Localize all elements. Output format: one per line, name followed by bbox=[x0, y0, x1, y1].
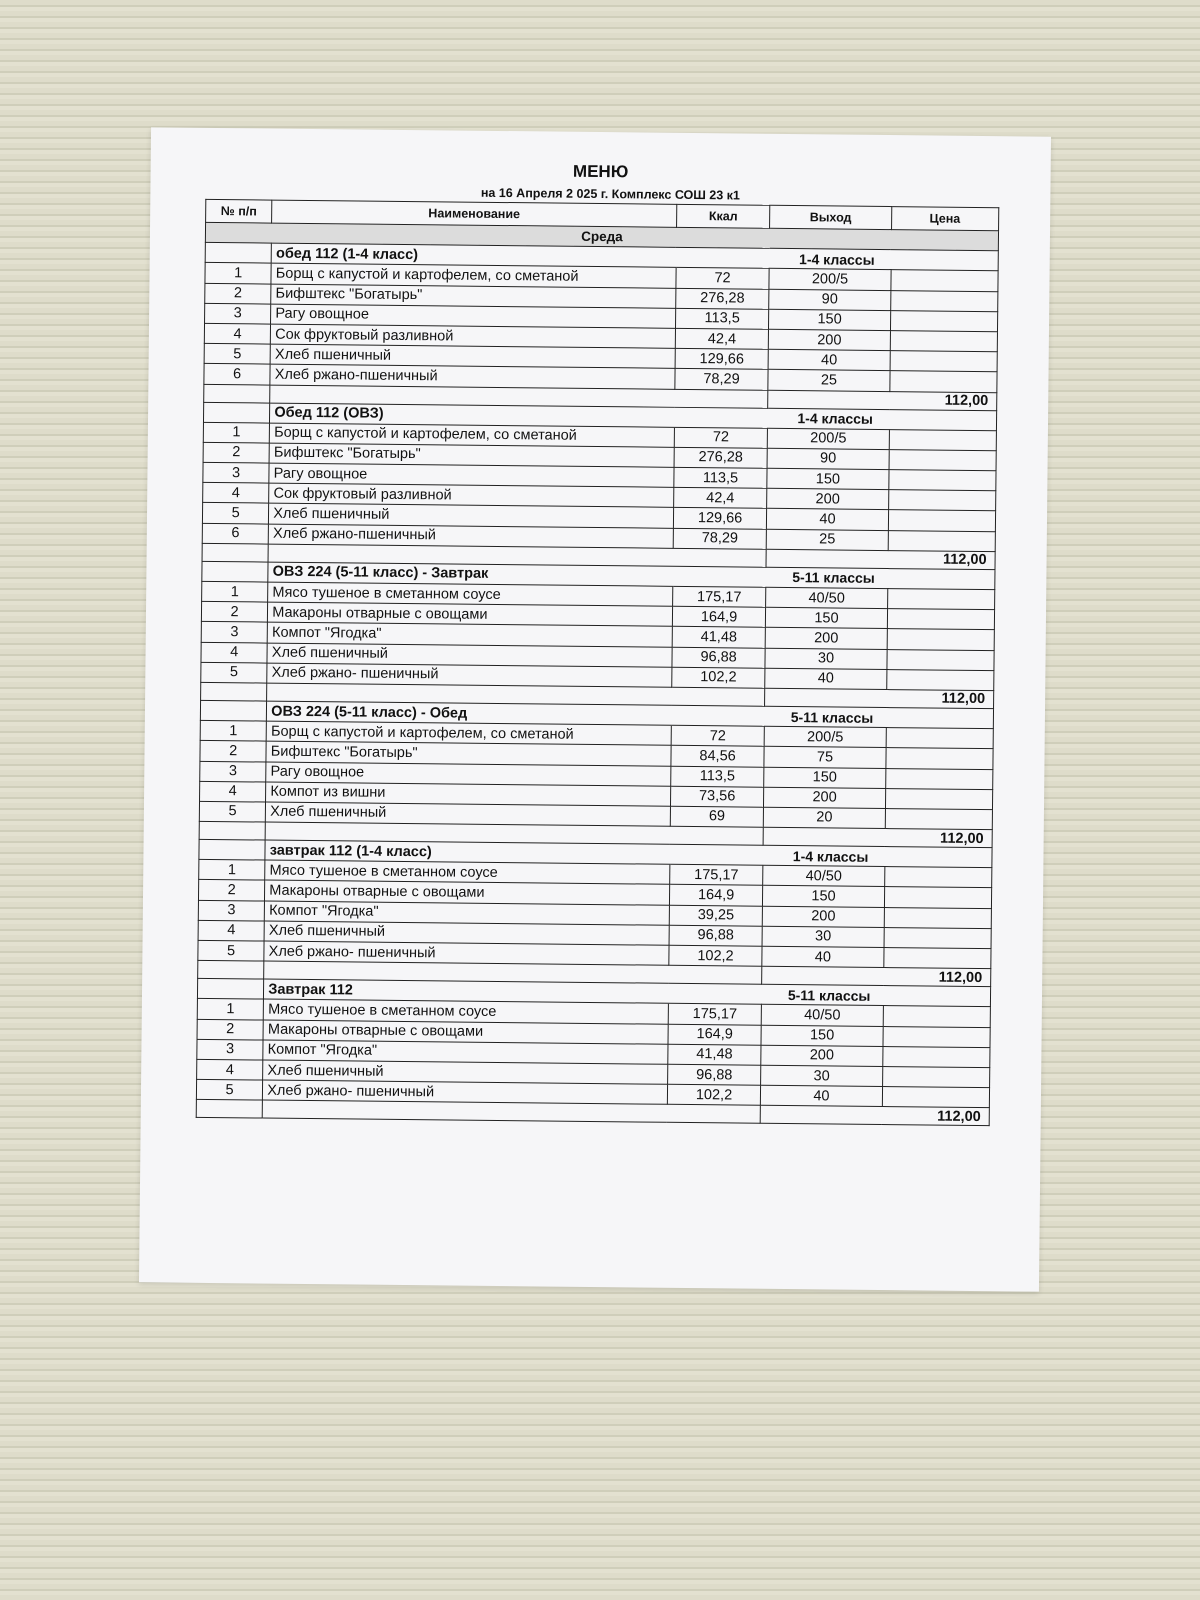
item-kcal: 73,56 bbox=[670, 786, 764, 807]
header-name: Наименование bbox=[272, 200, 677, 227]
item-name: Хлеб ржано-пшеничный bbox=[268, 524, 673, 548]
item-output: 90 bbox=[767, 448, 888, 469]
section-title: Завтрак 112 bbox=[264, 979, 669, 1003]
item-price bbox=[884, 887, 992, 908]
item-name: Хлеб пшеничный bbox=[270, 344, 675, 368]
item-name: Бифштекс "Богатырь" bbox=[269, 443, 674, 467]
item-name: Хлеб пшеничный bbox=[264, 921, 669, 945]
section-class-label: 1-4 классы bbox=[670, 844, 992, 868]
item-kcal: 276,28 bbox=[674, 447, 768, 468]
item-price bbox=[885, 808, 993, 829]
section-title: завтрак 112 (1-4 класс) bbox=[265, 840, 670, 864]
item-kcal: 41,48 bbox=[672, 627, 766, 648]
item-kcal: 72 bbox=[674, 427, 768, 448]
item-name: Хлеб ржано-пшеничный bbox=[270, 364, 675, 388]
section-title: Обед 112 (ОВЗ) bbox=[270, 403, 675, 427]
item-output: 25 bbox=[768, 370, 889, 391]
item-output: 200 bbox=[766, 628, 887, 649]
section-num-cell bbox=[197, 979, 263, 1000]
item-output: 25 bbox=[767, 529, 888, 550]
item-price bbox=[887, 609, 995, 630]
item-output: 90 bbox=[769, 289, 890, 310]
item-name: Макароны отварные с овощами bbox=[263, 1020, 668, 1044]
item-number: 5 bbox=[198, 940, 264, 961]
item-number: 4 bbox=[200, 781, 266, 802]
item-output: 40 bbox=[762, 946, 883, 967]
item-number: 4 bbox=[201, 642, 267, 663]
item-output: 200 bbox=[767, 489, 888, 510]
item-number: 4 bbox=[198, 920, 264, 941]
item-number: 4 bbox=[197, 1059, 263, 1080]
item-output: 200 bbox=[761, 1045, 882, 1066]
item-price bbox=[886, 728, 994, 749]
item-name: Рагу овощное bbox=[266, 762, 671, 786]
item-kcal: 113,5 bbox=[675, 308, 769, 329]
item-number: 3 bbox=[203, 462, 269, 483]
item-output: 40/50 bbox=[763, 866, 884, 887]
section-num-cell bbox=[202, 561, 268, 582]
item-number: 1 bbox=[203, 422, 269, 443]
item-output: 20 bbox=[764, 807, 885, 828]
item-output: 30 bbox=[765, 648, 886, 669]
section-total: 112,00 bbox=[761, 1106, 990, 1126]
total-spacer-num bbox=[199, 821, 265, 840]
item-price bbox=[889, 449, 997, 470]
section-total: 112,00 bbox=[765, 688, 994, 708]
item-name: Хлеб пшеничный bbox=[266, 802, 671, 826]
item-kcal: 113,5 bbox=[670, 766, 764, 787]
item-name: Компот "Ягодка" bbox=[267, 622, 672, 646]
item-name: Хлеб пшеничный bbox=[269, 504, 674, 528]
section-num-cell bbox=[203, 402, 269, 423]
section-title: обед 112 (1-4 класс) bbox=[271, 243, 676, 267]
item-output: 200/5 bbox=[769, 269, 890, 290]
item-name: Мясо тушеное в сметанном соусе bbox=[268, 582, 673, 606]
item-price bbox=[888, 470, 996, 491]
item-output: 200 bbox=[764, 787, 885, 808]
item-output: 150 bbox=[767, 468, 888, 489]
document-title: МЕНЮ bbox=[572, 161, 629, 182]
item-kcal: 39,25 bbox=[669, 905, 763, 926]
item-name: Макароны отварные с овощами bbox=[265, 880, 670, 904]
item-output: 150 bbox=[769, 309, 890, 330]
item-price bbox=[885, 788, 993, 809]
section-class-label: 1-4 классы bbox=[674, 407, 996, 431]
item-price bbox=[887, 589, 995, 610]
item-output: 150 bbox=[764, 767, 885, 788]
item-price bbox=[883, 1006, 991, 1027]
item-kcal: 102,2 bbox=[669, 945, 763, 966]
item-price bbox=[882, 1087, 990, 1108]
section-class-label: 5-11 классы bbox=[668, 983, 990, 1007]
item-price bbox=[886, 649, 994, 670]
item-kcal: 175,17 bbox=[668, 1004, 762, 1025]
header-kcal: Ккал bbox=[676, 204, 770, 228]
item-kcal: 84,56 bbox=[671, 746, 765, 767]
item-output: 40/50 bbox=[766, 587, 887, 608]
total-spacer-num bbox=[202, 543, 268, 562]
item-kcal: 42,4 bbox=[675, 328, 769, 349]
section-total: 112,00 bbox=[766, 549, 995, 569]
item-name: Бифштекс "Богатырь" bbox=[271, 284, 676, 308]
item-name: Хлеб пшеничный bbox=[263, 1060, 668, 1084]
item-number: 2 bbox=[198, 880, 264, 901]
item-number: 6 bbox=[204, 364, 270, 385]
menu-table bbox=[196, 199, 1000, 1127]
item-price bbox=[889, 429, 997, 450]
item-number: 2 bbox=[197, 1019, 263, 1040]
item-output: 200/5 bbox=[768, 428, 889, 449]
header-output: Выход bbox=[770, 205, 891, 229]
item-name: Компот "Ягодка" bbox=[265, 901, 670, 925]
section-num-cell bbox=[200, 700, 266, 721]
section-num-cell bbox=[205, 243, 271, 264]
item-name: Хлеб ржано- пшеничный bbox=[267, 663, 672, 687]
section-title: ОВЗ 224 (5-11 класс) - Завтрак bbox=[268, 562, 673, 586]
day-label: Среда bbox=[205, 222, 998, 250]
item-number: 1 bbox=[202, 581, 268, 602]
item-name: Сок фруктовый разливной bbox=[269, 483, 674, 507]
item-output: 40 bbox=[765, 668, 886, 689]
section-class-label: 5-11 классы bbox=[671, 705, 993, 729]
item-number: 3 bbox=[200, 761, 266, 782]
item-kcal: 72 bbox=[676, 268, 770, 289]
item-name: Хлеб пшеничный bbox=[267, 643, 672, 667]
section-class-label: 5-11 классы bbox=[673, 566, 995, 590]
item-price bbox=[890, 270, 998, 291]
item-number: 1 bbox=[199, 860, 265, 881]
item-output: 40 bbox=[767, 509, 888, 530]
item-price bbox=[890, 310, 998, 331]
section-total: 112,00 bbox=[768, 390, 997, 410]
item-name: Мясо тушеное в сметанном соусе bbox=[264, 999, 669, 1023]
item-output: 200 bbox=[769, 329, 890, 350]
item-name: Компот "Ягодка" bbox=[263, 1040, 668, 1064]
item-output: 40 bbox=[769, 349, 890, 370]
item-price bbox=[884, 927, 992, 948]
item-number: 1 bbox=[205, 263, 271, 284]
item-kcal: 175,17 bbox=[669, 865, 763, 886]
item-name: Борщ с капустой и картофелем, со сметаной bbox=[266, 721, 671, 745]
item-number: 5 bbox=[204, 344, 270, 365]
item-name: Макароны отварные с овощами bbox=[268, 602, 673, 626]
item-name: Хлеб ржано- пшеничный bbox=[264, 941, 669, 965]
item-number: 3 bbox=[198, 900, 264, 921]
item-name: Борщ с капустой и картофелем, со сметаной bbox=[270, 423, 675, 447]
item-price bbox=[885, 768, 993, 789]
item-name: Рагу овощное bbox=[271, 304, 676, 328]
menu-sheet bbox=[139, 127, 1051, 1291]
item-price bbox=[886, 669, 994, 690]
item-number: 4 bbox=[204, 323, 270, 344]
menu-body bbox=[196, 243, 998, 1126]
item-kcal: 69 bbox=[670, 806, 764, 827]
item-number: 1 bbox=[200, 720, 266, 741]
section-class-label: 1-4 классы bbox=[676, 248, 998, 272]
item-price bbox=[888, 490, 996, 511]
item-number: 1 bbox=[197, 999, 263, 1020]
item-kcal: 96,88 bbox=[667, 1064, 761, 1085]
item-name: Сок фруктовый разливной bbox=[271, 324, 676, 348]
item-kcal: 102,2 bbox=[667, 1084, 761, 1105]
item-name: Мясо тушеное в сметанном соусе bbox=[265, 860, 670, 884]
item-price bbox=[890, 290, 998, 311]
item-price bbox=[884, 907, 992, 928]
item-price bbox=[887, 629, 995, 650]
item-price bbox=[885, 748, 993, 769]
item-price bbox=[890, 351, 998, 372]
item-output: 150 bbox=[763, 886, 884, 907]
item-kcal: 102,2 bbox=[671, 667, 765, 688]
item-number: 5 bbox=[201, 662, 267, 683]
item-kcal: 78,29 bbox=[675, 369, 769, 390]
item-output: 200/5 bbox=[765, 726, 886, 747]
total-spacer-num bbox=[198, 961, 264, 980]
item-kcal: 113,5 bbox=[674, 467, 768, 488]
item-name: Рагу овощное bbox=[269, 463, 674, 487]
header-price: Цена bbox=[891, 207, 999, 231]
item-number: 2 bbox=[203, 442, 269, 463]
item-price bbox=[883, 948, 991, 969]
item-price bbox=[889, 371, 997, 392]
section-total: 112,00 bbox=[762, 966, 991, 986]
item-name: Компот из вишни bbox=[266, 782, 671, 806]
item-number: 4 bbox=[203, 483, 269, 504]
item-price bbox=[890, 331, 998, 352]
item-kcal: 129,66 bbox=[675, 348, 769, 369]
item-kcal: 276,28 bbox=[675, 288, 769, 309]
section-num-cell bbox=[199, 839, 265, 860]
item-kcal: 164,9 bbox=[669, 885, 763, 906]
item-output: 200 bbox=[763, 906, 884, 927]
item-kcal: 164,9 bbox=[672, 606, 766, 627]
document-subtitle: на 16 Апреля 2 025 г. Комплекс СОШ 23 к1 bbox=[480, 185, 740, 203]
total-spacer-name bbox=[262, 1100, 760, 1123]
section-total: 112,00 bbox=[764, 827, 993, 847]
total-spacer-num bbox=[201, 682, 267, 701]
item-price bbox=[882, 1046, 990, 1067]
item-output: 150 bbox=[766, 607, 887, 628]
item-kcal: 96,88 bbox=[669, 925, 763, 946]
item-number: 5 bbox=[199, 801, 265, 822]
total-spacer-num bbox=[204, 384, 270, 403]
item-name: Бифштекс "Богатырь" bbox=[266, 741, 671, 765]
item-kcal: 175,17 bbox=[672, 586, 766, 607]
item-kcal: 129,66 bbox=[673, 508, 767, 529]
item-output: 40/50 bbox=[762, 1005, 883, 1026]
item-name: Борщ с капустой и картофелем, со сметаной bbox=[271, 263, 676, 287]
item-kcal: 41,48 bbox=[668, 1044, 762, 1065]
item-number: 5 bbox=[196, 1079, 262, 1100]
item-number: 6 bbox=[202, 523, 268, 544]
item-number: 3 bbox=[205, 303, 271, 324]
item-kcal: 42,4 bbox=[673, 488, 767, 509]
item-number: 3 bbox=[197, 1039, 263, 1060]
item-price bbox=[883, 1026, 991, 1047]
section-title: ОВЗ 224 (5-11 класс) - Обед bbox=[267, 701, 672, 725]
item-kcal: 164,9 bbox=[668, 1024, 762, 1045]
total-spacer-num bbox=[196, 1100, 262, 1119]
item-kcal: 96,88 bbox=[672, 647, 766, 668]
item-output: 75 bbox=[764, 747, 885, 768]
item-name: Хлеб ржано- пшеничный bbox=[263, 1080, 668, 1104]
item-price bbox=[888, 510, 996, 531]
item-output: 30 bbox=[762, 926, 883, 947]
item-output: 40 bbox=[761, 1085, 882, 1106]
item-output: 30 bbox=[761, 1065, 882, 1086]
item-kcal: 72 bbox=[671, 725, 765, 746]
item-number: 2 bbox=[205, 283, 271, 304]
item-price bbox=[882, 1066, 990, 1087]
item-kcal: 78,29 bbox=[673, 528, 767, 549]
item-price bbox=[884, 867, 992, 888]
item-number: 5 bbox=[202, 503, 268, 524]
item-number: 2 bbox=[201, 602, 267, 623]
item-number: 2 bbox=[200, 741, 266, 762]
item-number: 3 bbox=[201, 622, 267, 643]
header-num: № п/п bbox=[206, 199, 273, 223]
item-output: 150 bbox=[761, 1025, 882, 1046]
item-price bbox=[888, 530, 996, 551]
